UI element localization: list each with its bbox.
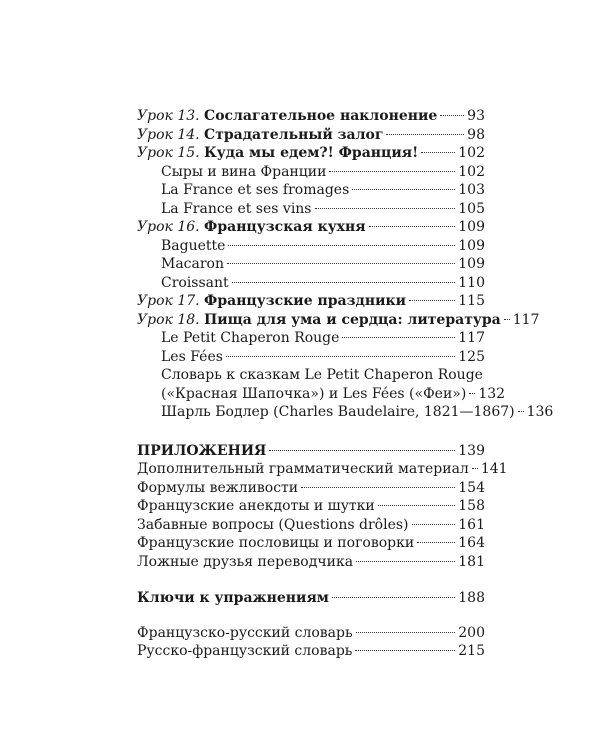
lesson-number: Урок 13. [137, 108, 200, 124]
page-number: 109 [458, 219, 485, 235]
page-number: 188 [458, 590, 485, 606]
toc-subentry[interactable] [137, 237, 485, 256]
lesson-number: Урок 16. [137, 219, 200, 235]
dot-leader [409, 300, 455, 301]
page-number: 181 [458, 553, 485, 570]
page-number: 161 [458, 516, 485, 533]
toc-subentry[interactable] [137, 255, 485, 274]
dot-leader [469, 393, 475, 394]
page-number: 117 [458, 330, 485, 346]
dot-leader [315, 208, 456, 209]
toc-entry-dictionary-fr-ru[interactable] [137, 624, 485, 643]
dot-leader [342, 337, 455, 338]
toc-entry-dictionary-ru-fr[interactable] [137, 642, 485, 661]
dot-leader [301, 487, 455, 488]
dot-leader [355, 650, 455, 651]
subentry-title: Шарль Бодлер (Charles Baudelaire, 1821—1867) [161, 404, 515, 420]
toc-subentry[interactable] [137, 200, 485, 219]
dot-leader [386, 134, 464, 135]
page-number: 98 [467, 126, 485, 143]
entry-title: Формулы вежливости [137, 479, 299, 496]
subentry-title: Macaron [161, 256, 225, 272]
lesson-title: Французская кухня [204, 219, 366, 235]
section-title: Ключи к упражнениям [137, 590, 329, 606]
page-number: 132 [478, 385, 506, 402]
toc-entry[interactable] [137, 553, 485, 572]
dot-leader [472, 468, 478, 469]
dot-leader [518, 411, 524, 412]
page-number: 136 [526, 404, 554, 420]
dictionary-entry-line1: Словарь к сказкам Le Petit Chaperon Rouge [161, 367, 483, 383]
page-number: 109 [458, 256, 485, 272]
dot-leader [369, 226, 456, 227]
toc-entry[interactable] [137, 479, 485, 498]
dot-leader [504, 319, 510, 320]
subentry-title: Croissant [161, 274, 229, 291]
dot-leader [378, 505, 456, 506]
page-number: 102 [458, 145, 485, 161]
toc-entry-appendix[interactable] [137, 442, 485, 461]
lesson-number: Урок 18. [137, 311, 200, 328]
toc-subentry-dictionary[interactable] [137, 385, 506, 404]
toc-entry-keys[interactable] [137, 589, 485, 608]
entry-title: Ложные друзья переводчика [137, 553, 354, 570]
lesson-title: Пища для ума и сердца: литература [204, 311, 501, 328]
section-title: ПРИЛОЖЕНИЯ [137, 442, 267, 459]
lesson-number: Урок 15. [137, 145, 200, 161]
subentry-title: («Красная Шапочка») и Les Fées («Феи») [161, 385, 467, 402]
subentry-title: La France et ses fromages [161, 182, 350, 198]
toc-subentry[interactable] [137, 181, 485, 200]
dot-leader [227, 263, 455, 264]
toc-subentry[interactable] [137, 329, 485, 348]
entry-title: Французско-русский словарь [137, 624, 353, 641]
toc-entry-lesson-13[interactable] [137, 107, 485, 126]
dot-leader [356, 632, 456, 633]
dot-leader [417, 542, 455, 543]
page-number: 117 [512, 311, 540, 328]
entry-title: Французские пословицы и поговорки [137, 535, 415, 551]
page-number: 154 [458, 479, 485, 496]
page-number: 115 [458, 293, 485, 309]
toc-entry-lesson-17[interactable] [137, 292, 485, 311]
page-number: 139 [458, 442, 485, 459]
toc-entry[interactable] [137, 460, 508, 479]
dot-leader [269, 450, 455, 451]
page-number: 141 [480, 461, 508, 477]
dot-leader [440, 115, 464, 116]
toc-entry-lesson-18[interactable] [137, 311, 540, 330]
entry-title: Русско-французский словарь [137, 643, 353, 659]
toc-entry[interactable] [137, 516, 485, 535]
page-number: 125 [458, 348, 485, 365]
subentry-title: Les Fées [161, 348, 223, 365]
page-number: 215 [458, 643, 485, 659]
toc-subentry[interactable] [137, 348, 485, 367]
dot-leader [421, 152, 455, 153]
page-number: 200 [458, 624, 485, 641]
page-number: 103 [458, 182, 485, 198]
dot-leader [352, 189, 455, 190]
dot-leader [232, 282, 456, 283]
lesson-title: Страдательный залог [204, 126, 384, 143]
subentry-title: Le Petit Chaperon Rouge [161, 330, 340, 346]
entry-title: Дополнительный грамматический материал [137, 461, 469, 477]
lesson-number: Урок 14. [137, 126, 200, 143]
dot-leader [228, 245, 455, 246]
lesson-title: Французские праздники [204, 293, 406, 309]
page-number: 105 [458, 200, 485, 217]
dot-leader [329, 171, 455, 172]
page-number: 110 [458, 274, 485, 291]
page-number: 102 [458, 163, 485, 180]
toc-entry-lesson-16[interactable] [137, 218, 485, 237]
dot-leader [226, 356, 455, 357]
dot-leader [332, 597, 455, 598]
page-number: 158 [458, 498, 485, 514]
toc-entry[interactable] [137, 534, 485, 553]
subentry-title: La France et ses vins [161, 200, 312, 217]
subentry-title: Baguette [161, 237, 226, 254]
dot-leader [412, 524, 456, 525]
page-number: 93 [467, 108, 485, 124]
entry-title: Забавные вопросы (Questions drôles) [137, 516, 409, 533]
toc-entry[interactable] [137, 497, 485, 516]
toc-subentry[interactable] [137, 163, 485, 182]
toc-entry-lesson-15[interactable] [137, 144, 485, 163]
toc-subentry-baudelaire[interactable] [137, 403, 554, 422]
dot-leader [356, 561, 455, 562]
lesson-title: Сослагательное наклонение [204, 108, 438, 124]
subentry-title: Сыры и вина Франции [161, 163, 327, 180]
lesson-number: Урок 17. [137, 293, 200, 309]
toc-entry-lesson-14[interactable] [137, 126, 485, 145]
page-number: 109 [458, 237, 485, 254]
lesson-title: Куда мы едем?! Франция! [204, 145, 419, 161]
toc-subentry[interactable] [137, 274, 485, 293]
page-number: 164 [458, 535, 485, 551]
table-of-contents [137, 107, 554, 661]
entry-title: Французские анекдоты и шутки [137, 498, 375, 514]
